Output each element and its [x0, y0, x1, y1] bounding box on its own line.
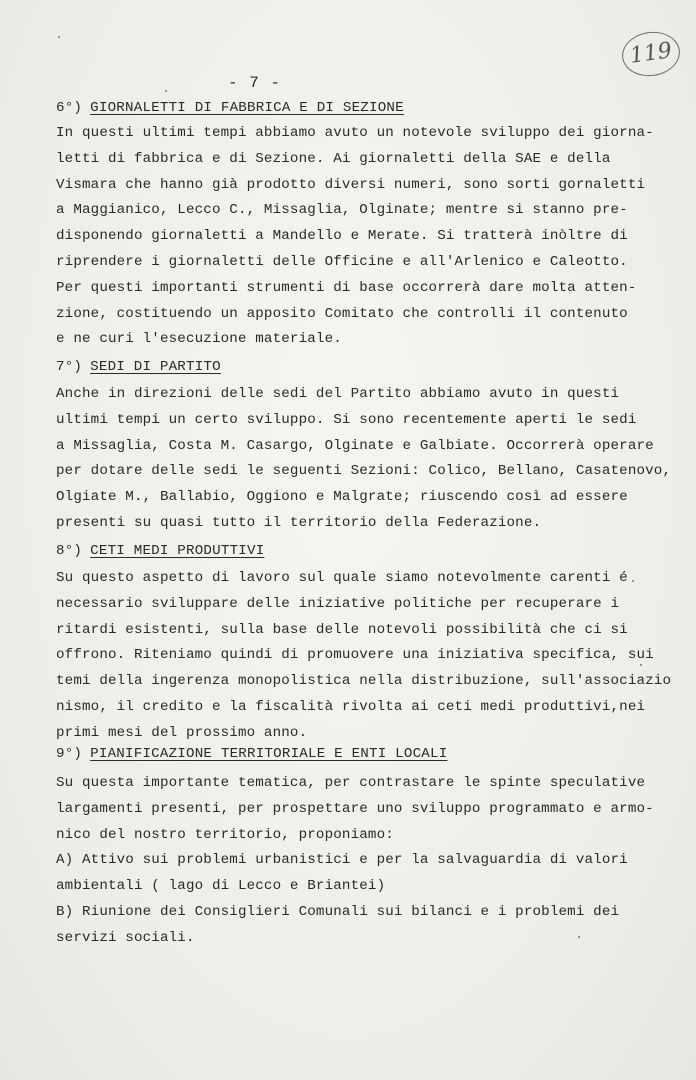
text-line: temi della ingerenza monopolistica nella distribuzione, sull'associazio	[56, 673, 672, 690]
section-6-heading	[56, 100, 404, 116]
text-line: B) Riunione dei Consiglieri Comunali sui bilanci e i problemi dei	[56, 903, 620, 920]
text-line: e ne curi l'esecuzione materiale.	[56, 331, 342, 348]
text-line: nico del nostro territorio, proponiamo:	[56, 826, 394, 843]
section-number: 7°)	[56, 359, 83, 375]
text-line: Su questa importante tematica, per contrastare le spinte speculative	[56, 775, 646, 791]
section-title: SEDI DI PARTITO	[90, 359, 221, 375]
text-line: Olgiate M., Ballabio, Oggiono e Malgrate; riuscendo così ad essere	[56, 489, 628, 506]
section-8-heading	[56, 543, 264, 559]
section-number: 6°)	[56, 100, 83, 116]
section-number: 9°)	[56, 746, 83, 762]
section-number: 8°)	[56, 543, 83, 559]
text-line: Vismara che hanno già prodotto diversi numeri, sono sorti gornaletti	[56, 176, 646, 193]
text-line: A) Attivo sui problemi urbanistici e per la salvaguardia di valori	[56, 852, 628, 869]
scan-speck	[165, 90, 167, 92]
section-7-heading	[56, 359, 221, 375]
text-line: ritardi esistenti, sulla base delle notevoli possibilità che ci si	[56, 621, 628, 638]
scan-speck	[58, 36, 60, 38]
section-9-heading	[56, 746, 447, 762]
archive-page-stamp: 119	[619, 28, 683, 80]
scan-speck	[640, 664, 642, 666]
text-line: per dotare delle sedi le seguenti Sezioni: Colico, Bellano, Casatenovo,	[56, 463, 672, 480]
scan-speck	[578, 936, 580, 938]
section-8-body	[56, 566, 672, 747]
text-line: zione, costituendo un apposito Comitato che controlli il contenuto	[56, 305, 628, 322]
section-9-body	[56, 771, 656, 952]
section-title: CETI MEDI PRODUTTIVI	[90, 543, 265, 559]
text-line: presenti su quasi tutto il territorio della Federazione.	[56, 514, 542, 531]
text-line: letti di fabbrica e di Sezione. Ai giornaletti della SAE e della	[56, 150, 611, 167]
text-line: a Maggianico, Lecco C., Missaglia, Olginate; mentre si stanno pre-	[56, 202, 628, 219]
text-line: ultimi tempi un certo sviluppo. Si sono recentemente aperti le sedi	[56, 411, 637, 428]
text-line: riprendere i giornaletti delle Officine e all'Arlenico e Caleotto.	[56, 253, 628, 270]
scan-speck	[632, 580, 634, 582]
text-line: In questi ultimi tempi abbiamo avuto un notevole sviluppo dei giorna-	[56, 125, 654, 141]
text-line: ambientali ( lago di Lecco e Briantei)	[56, 878, 386, 895]
section-title: PIANIFICAZIONE TERRITORIALE E ENTI LOCALI	[90, 746, 448, 762]
text-line: necessario sviluppare delle iniziative politiche per recuperare i	[56, 595, 620, 612]
text-line: servizi sociali.	[56, 929, 195, 946]
section-6-body	[56, 121, 656, 353]
text-line: Su questo aspetto di lavoro sul quale siamo notevolmente carenti é	[56, 570, 628, 586]
text-line: offrono. Riteniamo quindi di promuovere una iniziativa specifica, sui	[56, 647, 654, 664]
text-line: Anche in direzioni delle sedi del Partito abbiamo avuto in questi	[56, 386, 620, 402]
section-7-body	[56, 382, 672, 537]
text-line: primi mesi del prossimo anno.	[56, 724, 308, 741]
text-line: disponendo giornaletti a Mandello e Merate. Si tratterà inòltre di	[56, 228, 628, 245]
section-title: GIORNALETTI DI FABBRICA E DI SEZIONE	[90, 100, 404, 116]
text-line: Per questi importanti strumenti di base occorrerà dare molta atten-	[56, 279, 637, 296]
page-number: - 7 -	[228, 74, 282, 92]
text-line: nismo, il credito e la fiscalità rivolta ai ceti medi produttivi,nei	[56, 698, 646, 715]
text-line: largamenti presenti, per prospettare uno sviluppo programmato e armo-	[56, 800, 654, 817]
text-line: a Missaglia, Costa M. Casargo, Olginate e Galbiate. Occorrerà operare	[56, 437, 654, 454]
